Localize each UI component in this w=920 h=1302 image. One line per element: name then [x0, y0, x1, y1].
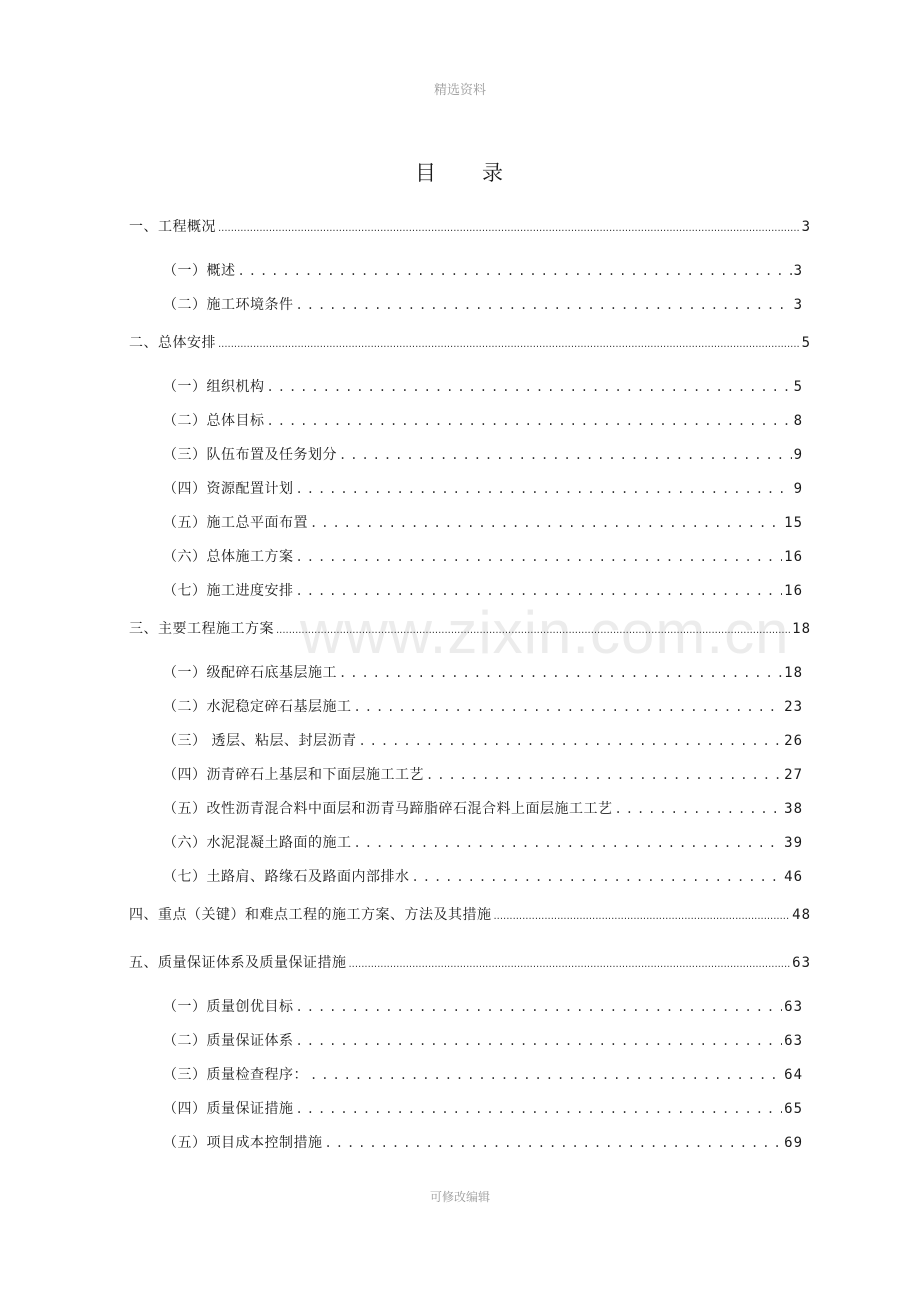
toc-leader [325, 1136, 783, 1150]
toc-entry[interactable] [163, 798, 803, 820]
toc-leader [218, 339, 800, 350]
toc-entry-label: （五）施工总平面布置 [163, 515, 308, 531]
toc-entry[interactable] [163, 730, 803, 752]
toc-entry-page: 63 [792, 955, 811, 971]
toc-entry-page: 3 [793, 297, 803, 313]
toc-entry-page: 9 [793, 447, 803, 463]
toc-entry[interactable] [163, 662, 803, 684]
toc-entry[interactable] [129, 618, 811, 640]
toc-entry-label: （四）资源配置计划 [163, 481, 294, 497]
toc-entry-page: 16 [784, 583, 803, 599]
toc-entry-page: 8 [793, 413, 803, 429]
toc-leader [349, 959, 791, 970]
toc-entry-page: 39 [784, 835, 803, 851]
page-header: 精选资料 [433, 83, 486, 98]
toc-entry-label: （一）级配碎石底基层施工 [163, 665, 337, 681]
toc-entry[interactable] [163, 996, 803, 1018]
toc-entry[interactable] [129, 216, 811, 238]
page-title [0, 157, 920, 187]
toc-entry-label: （六）水泥混凝土路面的施工 [163, 835, 352, 851]
toc-entry[interactable] [163, 260, 803, 282]
toc-leader [412, 870, 783, 884]
toc-entry-label: （三） 透层、粘层、封层沥青 [163, 733, 357, 749]
toc-leader [426, 768, 782, 782]
toc-leader [310, 1068, 782, 1082]
toc-entry[interactable] [163, 478, 803, 500]
toc-entry[interactable] [163, 1132, 803, 1154]
toc-entry[interactable] [129, 332, 811, 354]
toc-leader [354, 700, 783, 714]
toc-entry-page: 5 [793, 379, 803, 395]
toc-entry[interactable] [163, 376, 803, 398]
toc-entry-page: 5 [801, 335, 811, 351]
toc-entry-label: （五）改性沥青混合料中面层和沥青马蹄脂碎石混合料上面层施工工艺 [163, 801, 613, 817]
toc-entry-page: 38 [784, 801, 803, 817]
toc-entry-label: （二）总体目标 [163, 413, 265, 429]
toc-leader [354, 836, 783, 850]
toc-entry[interactable] [163, 1030, 803, 1052]
toc-leader [296, 1034, 783, 1048]
toc-entry-label: （七）施工进度安排 [163, 583, 294, 599]
toc-entry-label: （五）项目成本控制措施 [163, 1135, 323, 1151]
toc-leader [494, 911, 791, 922]
toc-leader [339, 448, 792, 462]
toc-leader [358, 734, 782, 748]
toc-entry[interactable] [163, 512, 803, 534]
toc-entry-page: 63 [784, 999, 803, 1015]
toc-leader [310, 516, 782, 530]
toc-leader [296, 298, 792, 312]
toc-leader [267, 380, 792, 394]
toc-leader [296, 482, 792, 496]
toc-entry[interactable] [163, 1098, 803, 1120]
toc-leader [276, 625, 790, 636]
toc-entry[interactable] [163, 410, 803, 432]
toc-entry[interactable] [163, 444, 803, 466]
toc-leader [296, 584, 783, 598]
toc-leader [296, 1000, 783, 1014]
toc-entry-page: 27 [784, 767, 803, 783]
toc-entry-label: （二）水泥稳定碎石基层施工 [163, 699, 352, 715]
toc-entry-page: 18 [784, 665, 803, 681]
toc-entry-label: （四）沥青碎石上基层和下面层施工工艺 [163, 767, 424, 783]
toc-entry-page: 46 [784, 869, 803, 885]
toc-leader [296, 1102, 783, 1116]
toc-entry[interactable] [129, 904, 811, 926]
toc-entry-page: 48 [792, 907, 811, 923]
toc-entry[interactable] [129, 952, 811, 974]
toc-entry-label: 一、工程概况 [129, 219, 216, 235]
toc-leader [339, 666, 782, 680]
toc-entry-page: 18 [792, 621, 811, 637]
toc-leader [267, 414, 792, 428]
toc-leader [615, 802, 783, 816]
toc-entry-page: 3 [793, 263, 803, 279]
toc-entry[interactable] [163, 866, 803, 888]
toc-entry-label: 三、主要工程施工方案 [129, 621, 274, 637]
toc-entry-page: 16 [784, 549, 803, 565]
toc-entry-label: （六）总体施工方案 [163, 549, 294, 565]
toc-leader [238, 264, 792, 278]
toc-entry-label: 四、重点（关键）和难点工程的施工方案、方法及其措施 [129, 907, 492, 923]
toc-entry-label: （一）组织机构 [163, 379, 265, 395]
toc-entry[interactable] [163, 696, 803, 718]
page-footer: 可修改编辑 [429, 1190, 490, 1204]
toc-entry[interactable] [163, 764, 803, 786]
toc-entry-page: 65 [784, 1101, 803, 1117]
toc-entry-page: 64 [784, 1067, 803, 1083]
toc-entry[interactable] [163, 580, 803, 602]
watermark: www.zixin.com.cn [300, 599, 790, 666]
toc-entry-page: 23 [784, 699, 803, 715]
toc-entry[interactable] [163, 1064, 803, 1086]
toc-entry-page: 69 [784, 1135, 803, 1151]
title-char-right: 录 [482, 161, 505, 185]
toc-entry-label: （三）队伍布置及任务划分 [163, 447, 337, 463]
toc-entry-label: （二）质量保证体系 [163, 1033, 294, 1049]
toc-entry[interactable] [163, 832, 803, 854]
toc-entry-label: （二）施工环境条件 [163, 297, 294, 313]
toc-entry[interactable] [163, 294, 803, 316]
toc-entry-page: 63 [784, 1033, 803, 1049]
title-char-left: 目 [415, 161, 438, 185]
toc-entry-page: 3 [801, 219, 811, 235]
toc-entry-label: （三）质量检查程序： [163, 1067, 308, 1083]
toc-entry-label: （一）质量创优目标 [163, 999, 294, 1015]
toc-entry-page: 9 [793, 481, 803, 497]
toc-entry-label: （七）土路肩、路缘石及路面内部排水 [163, 869, 410, 885]
toc-entry[interactable] [163, 546, 803, 568]
toc-entry-label: 二、总体安排 [129, 335, 216, 351]
toc-entry-page: 15 [784, 515, 803, 531]
toc-leader [296, 550, 783, 564]
toc-entry-label: 五、质量保证体系及质量保证措施 [129, 955, 347, 971]
toc-entry-page: 26 [784, 733, 803, 749]
toc-entry-label: （四）质量保证措施 [163, 1101, 294, 1117]
toc-leader [218, 223, 800, 234]
toc-entry-label: （一）概述 [163, 263, 236, 279]
